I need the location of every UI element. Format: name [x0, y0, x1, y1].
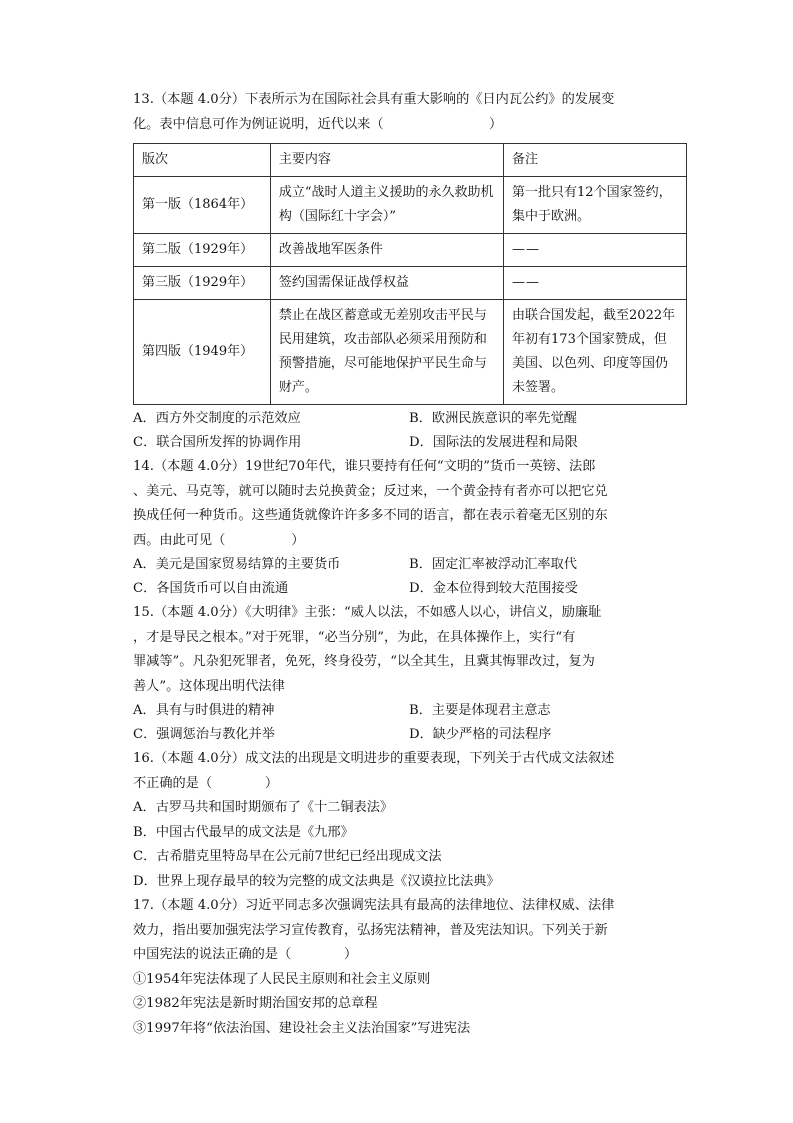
- table-row: [134, 300, 687, 405]
- question-14-options-row: [133, 577, 693, 601]
- option-a[interactable]: A．西方外交制度的示范效应: [133, 411, 301, 426]
- question-16-stem-line: 不正确的是（ ）: [133, 775, 279, 791]
- table-cell-content: 签约国需保证战俘权益: [270, 267, 503, 300]
- question-13-stem-line: 化。表中信息可作为例证说明，近代以来（ ）: [133, 116, 503, 132]
- option-c[interactable]: C．古希腊克里特岛早在公元前7世纪已经出现成文法: [133, 849, 442, 864]
- table-cell-content: 成立“战时人道主义援助的永久救助机构（国际红十字会）”: [270, 177, 503, 234]
- option-a[interactable]: A．古罗马共和国时期颁布了《十二铜表法》: [133, 800, 394, 815]
- question-16-stem-line: 16.（本题 4.0分）成文法的出现是文明进步的重要表现，下列关于古代成文法叙述: [133, 751, 615, 766]
- table-row: [134, 177, 687, 234]
- table-cell-note: 第一批只有12个国家签约，集中于欧洲。: [504, 177, 687, 234]
- question-13: [133, 88, 693, 455]
- table-header-row: [134, 144, 687, 177]
- question-17: [133, 894, 693, 1041]
- option-c[interactable]: C．强调惩治与教化并举: [133, 727, 275, 742]
- table-row: [134, 267, 687, 300]
- question-17-stem-line: 17.（本题 4.0分）习近平同志多次强调宪法具有最高的法律地位、法律权威、法律: [133, 898, 615, 913]
- statement-2: ②1982年宪法是新时期治国安邦的总章程: [133, 996, 378, 1011]
- option-b[interactable]: B．欧洲民族意识的率先觉醒: [409, 411, 577, 426]
- question-17-stem-line: 效力，指出要加强宪法学习宣传教育，弘扬宪法精神，普及宪法知识。下列关于新: [133, 922, 608, 938]
- table-row: [134, 234, 687, 267]
- table-cell-note: ——: [504, 267, 687, 300]
- table-cell-edition: 第三版（1929年）: [134, 267, 271, 300]
- question-14-stem-line: 西。由此可见（ ）: [133, 532, 305, 548]
- question-16: [133, 747, 693, 894]
- geneva-convention-table: [133, 143, 687, 405]
- question-15-stem-line: 罪减等”。凡杂犯死罪者，免死，终身役劳，“以全其生，且冀其悔罪改过，复为: [133, 654, 595, 669]
- question-14: [133, 455, 693, 601]
- table-header-content: 主要内容: [270, 144, 503, 177]
- option-b[interactable]: B．主要是体现君主意志: [409, 703, 551, 718]
- question-13-options-row: [133, 407, 693, 431]
- table-header-note: 备注: [504, 144, 687, 177]
- option-a[interactable]: A．具有与时俱进的精神: [133, 703, 275, 718]
- statement-3: ③1997年将“依法治国、建设社会主义法治国家”写进宪法: [133, 1020, 471, 1036]
- statement-1: ①1954年宪法体现了人民民主原则和社会主义原则: [133, 971, 431, 987]
- option-a[interactable]: A．美元是国家贸易结算的主要货币: [133, 557, 341, 572]
- exam-page: [133, 88, 693, 1041]
- question-14-stem-line: 、美元、马克等，就可以随时去兑换黄金；反过来，一个黄金持有者亦可以把它兑: [133, 483, 608, 499]
- table-cell-content: 禁止在战区蓄意或无差别攻击平民与民用建筑，攻击部队必须采用预防和预警措施，尽可能地保护平民生命与财产。: [270, 300, 503, 405]
- table-cell-edition: 第二版（1929年）: [134, 234, 271, 267]
- option-d[interactable]: D．世界上现存最早的较为完整的成文法典是《汉谟拉比法典》: [133, 873, 500, 889]
- table-cell-note: 由联合国发起，截至2022年年初有173个国家赞成，但美国、以色列、印度等国仍未签署。: [504, 300, 687, 405]
- option-b[interactable]: B．中国古代最早的成文法是《九邢》: [133, 824, 354, 840]
- table-cell-edition: 第四版（1949年）: [134, 300, 271, 405]
- question-14-stem-line: 14.（本题 4.0分）19世纪70年代，谁只要持有任何“文明的”货币一英镑、法郎: [133, 459, 596, 474]
- question-15-stem-line: 善人”。这体现出明代法律: [133, 678, 285, 694]
- question-17-stem-line: 中国宪法的说法正确的是（ ）: [133, 947, 358, 962]
- question-15-options-row: [133, 723, 693, 747]
- option-d[interactable]: D．国际法的发展进程和局限: [409, 435, 578, 450]
- question-15-stem-line: ，才是导民之根本。”对于死罪，“必当分别”，为此，在具体操作上，实行“有: [133, 629, 576, 645]
- question-15-stem-line: 15.（本题 4.0分）《大明律》主张：“威人以法，不如感人以心，讲信义，励廉耻: [133, 605, 602, 620]
- question-14-options-row: [133, 553, 693, 577]
- option-d[interactable]: D．缺少严格的司法程序: [409, 727, 552, 742]
- option-c[interactable]: C．各国货币可以自由流通: [133, 581, 289, 596]
- option-c[interactable]: C．联合国所发挥的协调作用: [133, 435, 302, 450]
- question-13-options-row: [133, 431, 693, 455]
- option-d[interactable]: D．金本位得到较大范围接受: [409, 581, 578, 596]
- option-b[interactable]: B．固定汇率被浮动汇率取代: [409, 557, 577, 572]
- question-15-options-row: [133, 699, 693, 723]
- question-14-stem-line: 换成任何一种货币。这些通货就像许许多多不同的语言，都在表示着毫无区别的东: [133, 508, 608, 523]
- question-13-stem-line: 13.（本题 4.0分）下表所示为在国际社会具有重大影响的《日内瓦公约》的发展变: [133, 92, 615, 107]
- table-cell-content: 改善战地军医条件: [270, 234, 503, 267]
- table-cell-edition: 第一版（1864年）: [134, 177, 271, 234]
- table-header-edition: 版次: [134, 144, 271, 177]
- table-cell-note: ——: [504, 234, 687, 267]
- question-15: [133, 601, 693, 747]
